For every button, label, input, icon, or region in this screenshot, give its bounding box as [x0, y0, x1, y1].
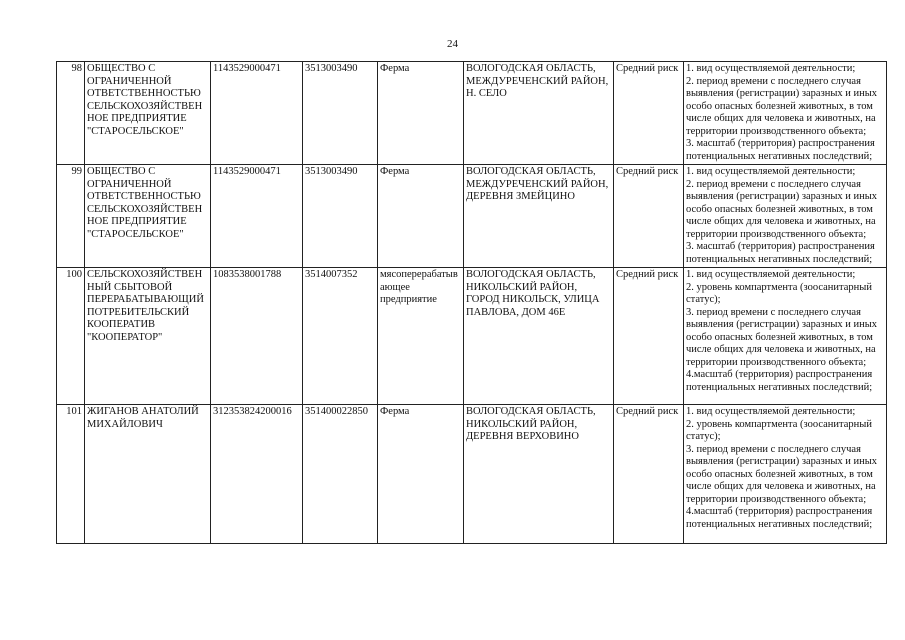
criteria-item: 3. масштаб (территория) распространения потенциальных негативных последствий; [686, 138, 875, 162]
criteria-cell [684, 62, 887, 165]
ogrn-cell: 1143529000471 [211, 165, 303, 268]
criteria-item: 2. период времени с последнего случая выявления (регистрации) заразных и иных особо опасных болезней животных, в том числе общих для человека и животных, на территории производственного объекта; [686, 75, 878, 137]
row-number: 101 [57, 405, 85, 544]
object-kind-cell: Ферма [378, 62, 464, 165]
organization-name: ЖИГАНОВ АНАТОЛИЙ МИХАЙЛОВИЧ [85, 405, 211, 544]
ogrn-cell: 1083538001788 [211, 268, 303, 405]
address-cell: ВОЛОГОДСКАЯ ОБЛАСТЬ, МЕЖДУРЕЧЕНСКИЙ РАЙОН, ДЕРЕВНЯ ЗМЕЙЦИНО [464, 165, 614, 268]
criteria-item: 2. период времени с последнего случая выявления (регистрации) заразных и иных особо опасных болезней животных, в том числе общих для человека и животных, на территории производственного объекта; [686, 178, 878, 240]
ogrn-cell: 1143529000471 [211, 62, 303, 165]
address-cell: ВОЛОГОДСКАЯ ОБЛАСТЬ, МЕЖДУРЕЧЕНСКИЙ РАЙОН, Н. СЕЛО [464, 62, 614, 165]
inn-cell: 3514007352 [303, 268, 378, 405]
organization-name: ОБЩЕСТВО С ОГРАНИЧЕННОЙ ОТВЕТСТВЕННОСТЬЮ СЕЛЬСКОХОЗЯЙСТВЕН НОЕ ПРЕДПРИЯТИЕ "СТАРОСЕЛЬСКОЕ" [85, 165, 211, 268]
address-cell: ВОЛОГОДСКАЯ ОБЛАСТЬ, НИКОЛЬСКИЙ РАЙОН, ГОРОД НИКОЛЬСК, УЛИЦА ПАВЛОВА, ДОМ 46Е [464, 268, 614, 405]
criteria-item: 4.масштаб (территория) распространения потенциальных негативных последствий; [686, 506, 873, 530]
row-number: 99 [57, 165, 85, 268]
criteria-item: 2. уровень компартмента (зоосанитарный статус); [686, 418, 872, 442]
criteria-item: 3. период времени с последнего случая выявления (регистрации) заразных и иных особо опасных болезней животных, в том числе общих для человека и животных, на территории производственного объекта; [686, 306, 878, 368]
table-row [57, 268, 887, 405]
address-cell: ВОЛОГОДСКАЯ ОБЛАСТЬ, НИКОЛЬСКИЙ РАЙОН, ДЕРЕВНЯ ВЕРХОВИНО [464, 405, 614, 544]
inn-cell: 351400022850 [303, 405, 378, 544]
ogrn-cell: 312353824200016 [211, 405, 303, 544]
risk-category-cell: Средний риск [614, 268, 684, 405]
criteria-item: 2. уровень компартмента (зоосанитарный статус); [686, 281, 872, 305]
criteria-item: 1. вид осуществляемой деятельности; [686, 269, 856, 280]
risk-category-cell: Средний риск [614, 405, 684, 544]
criteria-cell [684, 405, 887, 544]
page-number: 24 [447, 38, 458, 50]
object-kind-cell: Ферма [378, 165, 464, 268]
organization-name: СЕЛЬСКОХОЗЯЙСТВЕН НЫЙ СБЫТОВОЙ ПЕРЕРАБАТЫВАЮЩИЙ ПОТРЕБИТЕЛЬСКИЙ КООПЕРАТИВ "КООПЕРАТОР" [85, 268, 211, 405]
criteria-item: 4.масштаб (территория) распространения потенциальных негативных последствий; [686, 369, 873, 393]
criteria-item: 3. масштаб (территория) распространения потенциальных негативных последствий; [686, 241, 875, 265]
object-kind-cell: Ферма [378, 405, 464, 544]
organization-name: ОБЩЕСТВО С ОГРАНИЧЕННОЙ ОТВЕТСТВЕННОСТЬЮ СЕЛЬСКОХОЗЯЙСТВЕН НОЕ ПРЕДПРИЯТИЕ "СТАРОСЕЛЬСКОЕ" [85, 62, 211, 165]
risk-category-cell: Средний риск [614, 62, 684, 165]
row-number: 100 [57, 268, 85, 405]
criteria-item: 3. период времени с последнего случая выявления (регистрации) заразных и иных особо опасных болезней животных, в том числе общих для человека и животных, на территории производственного объекта; [686, 443, 878, 505]
criteria-item: 1. вид осуществляемой деятельности; [686, 406, 856, 417]
table-row [57, 405, 887, 544]
criteria-cell [684, 165, 887, 268]
criteria-item: 1. вид осуществляемой деятельности; [686, 63, 856, 74]
inn-cell: 3513003490 [303, 62, 378, 165]
risk-category-cell: Средний риск [614, 165, 684, 268]
table-row [57, 165, 887, 268]
row-number: 98 [57, 62, 85, 165]
table-row [57, 62, 887, 165]
registry-table [56, 61, 887, 544]
object-kind-cell: мясоперерабатыв ающее предприятие [378, 268, 464, 405]
criteria-item: 1. вид осуществляемой деятельности; [686, 166, 856, 177]
inn-cell: 3513003490 [303, 165, 378, 268]
criteria-cell [684, 268, 887, 405]
